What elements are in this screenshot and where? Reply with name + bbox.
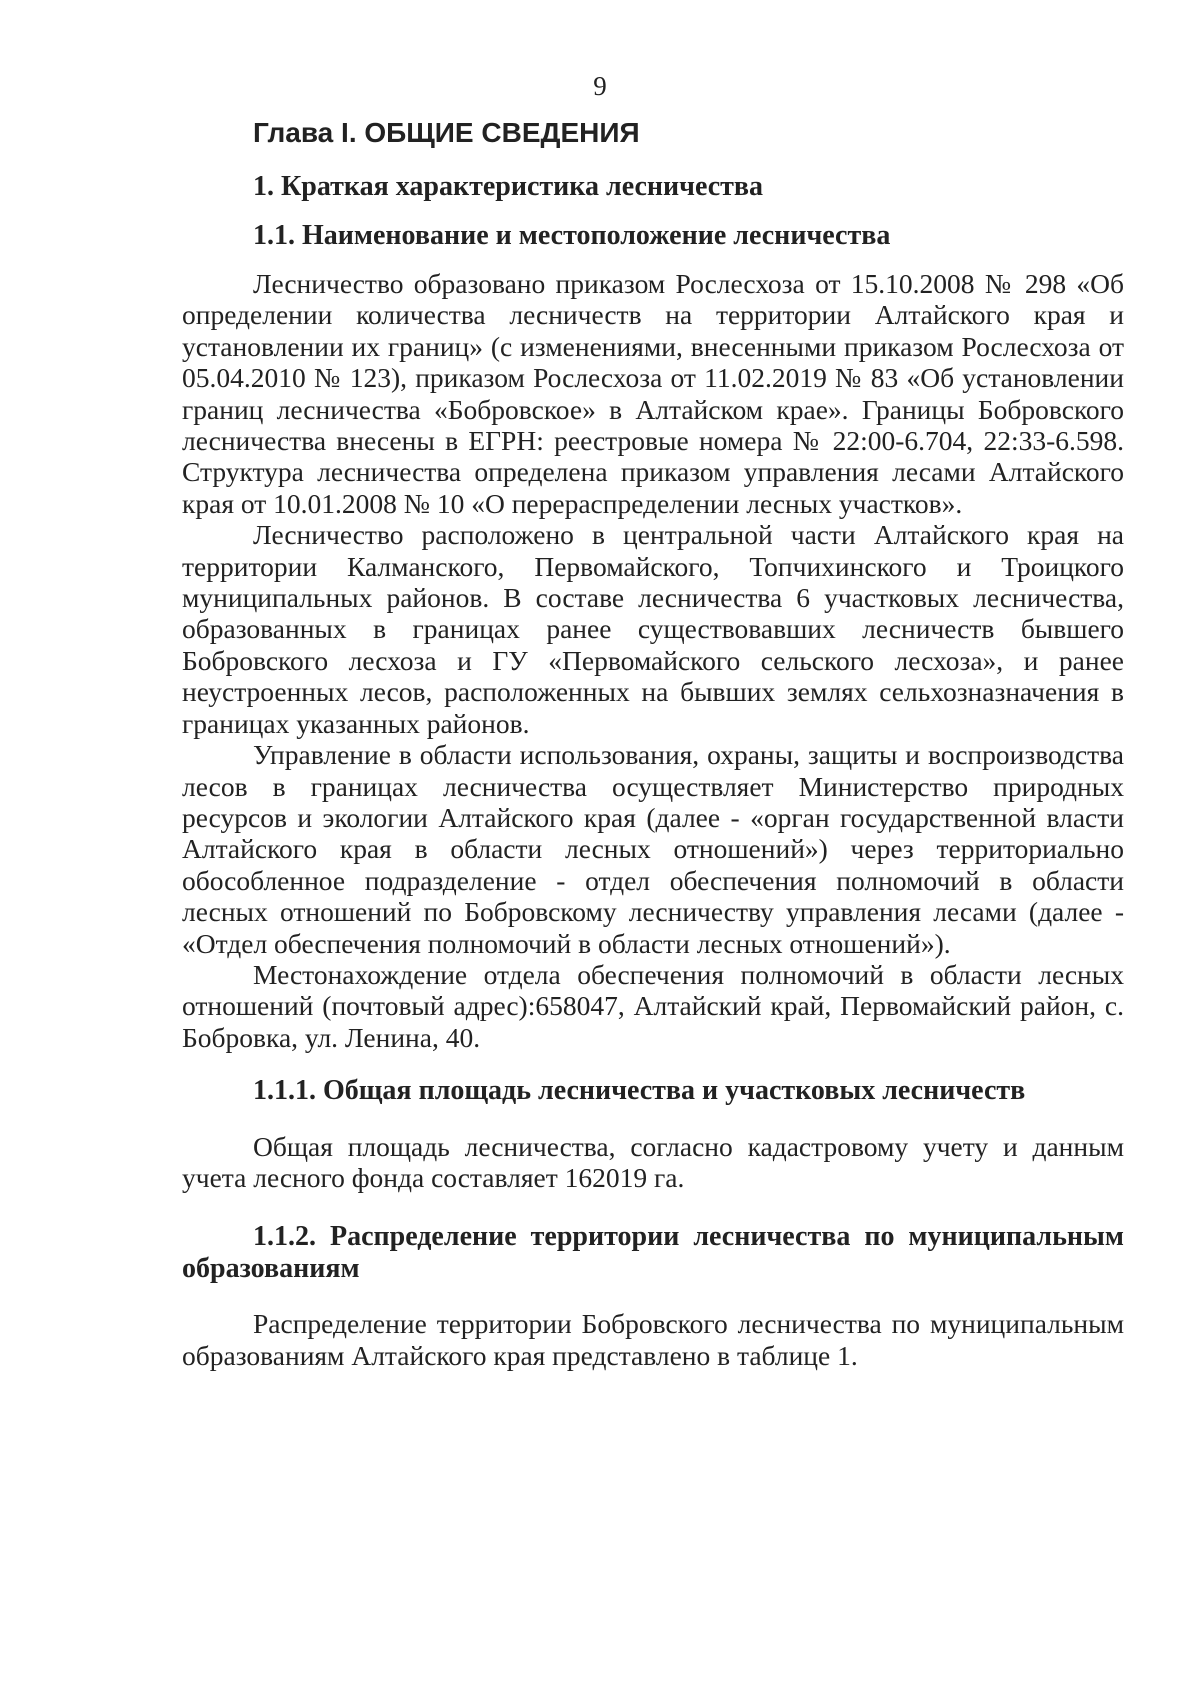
section-1-1-2-heading: 1.1.2. Распределение территории лесничества по муниципальным образованиям [182, 1221, 1124, 1284]
page-number: 9 [593, 71, 607, 101]
paragraph-distribution: Распределение территории Бобровского лесничества по муниципальным образованиям Алтайского края представлено в таблице 1. [182, 1308, 1124, 1371]
chapter-title: Глава I. ОБЩИЕ СВЕДЕНИЯ [253, 117, 640, 148]
section-1-1-heading: 1.1. Наименование и местоположение лесничества [253, 219, 891, 251]
paragraph-management: Управление в области использования, охраны, защиты и воспроизводства лесов в границах лесничества осуществляет Министерство природных ресурсов и экологии Алтайского края (далее - «орган государственной власти Алтайского края в области лесных отношений») через территориально обособленное подразделение - отдел обеспечения полномочий в области лесных отношений по Бобровскому лесничеству управления лесами (далее - «Отдел обеспечения полномочий в области лесных отношений»). [182, 739, 1124, 959]
paragraph-address: Местонахождение отдела обеспечения полномочий в области лесных отношений (почтовый адрес):658047, Алтайский край, Первомайский район, с. Бобровка, ул. Ленина, 40. [182, 958, 1124, 1053]
section-1-1-1-heading: 1.1.1. Общая площадь лесничества и участковых лесничеств [253, 1075, 1026, 1107]
document-body [182, 115, 1124, 1371]
paragraph-total-area: Общая площадь лесничества, согласно кадастровому учету и данным учета лесного фонда составляет 162019 га. [182, 1130, 1124, 1194]
section-1-heading: 1. Краткая характеристика лесничества [253, 171, 764, 202]
paragraph-location: Лесничество расположено в центральной части Алтайского края на территории Калманского, Первомайского, Топчихинского и Троицкого муниципальных районов. В составе лесничества 6 участковых лесничества, образованных в границах ранее существовавших лесничеств бывшего Бобровского лесхоза и ГУ «Первомайского сельского лесхоза», и ранее неустроенных лесов, расположенных на бывших землях сельхозназначения в границах указанных районов. [182, 519, 1124, 739]
paragraph-establishment: Лесничество образовано приказом Рослесхоза от 15.10.2008 № 298 «Об определении количества лесничеств на территории Алтайского края и установлении их границ» (с изменениями, внесенными приказом Рослесхоза от 05.04.2010 № 123), приказом Рослесхоза от 11.02.2019 № 83 «Об установлении границ лесничества «Бобровское» в Алтайском крае». Границы Бобровского лесничества внесены в ЕГРН: реестровые номера № 22:00-6.704, 22:33-6.598. Структура лесничества определена приказом управления лесами Алтайского края от 10.01.2008 № 10 «О перераспределении лесных участков». [182, 268, 1124, 519]
